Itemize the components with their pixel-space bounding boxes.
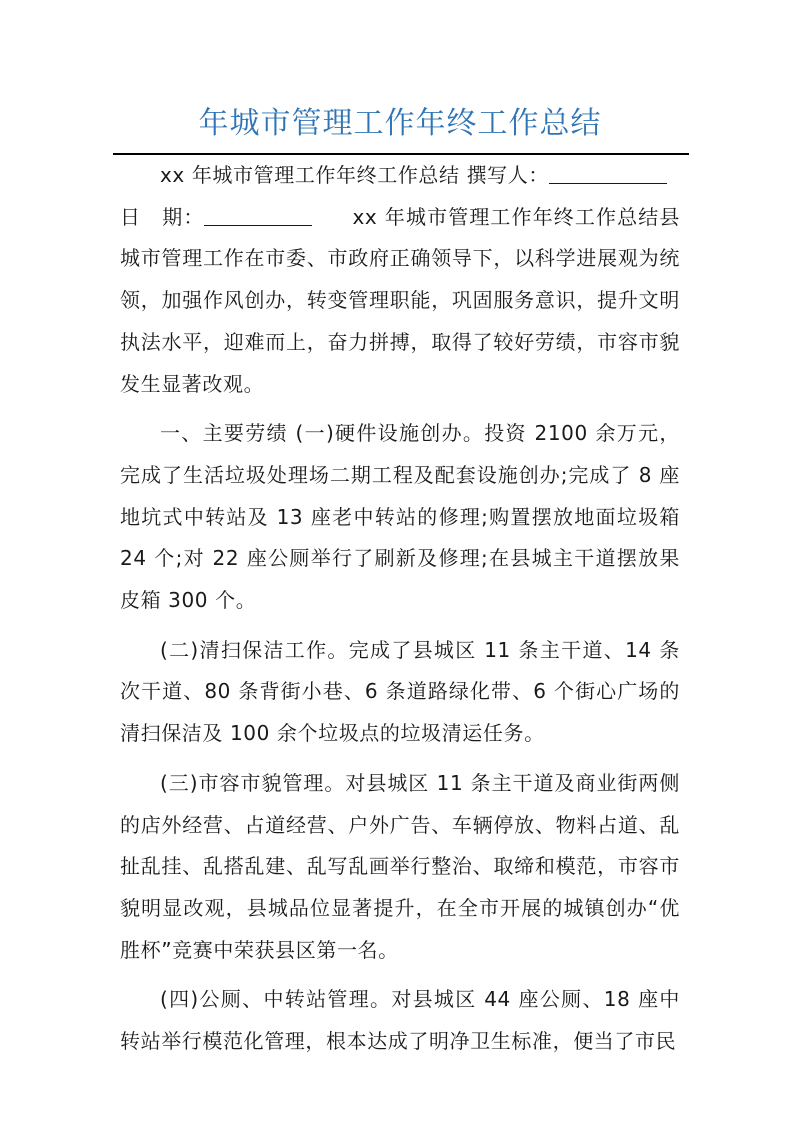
date-blank [204,205,312,226]
document-title: 年城市管理工作年终工作总结 [198,106,602,141]
paragraph-gap [120,971,680,979]
header-line: xx 年城市管理工作年终工作总结 撰写人： [160,163,549,187]
paragraph-cleaning: (二)清扫保洁工作。完成了县城区 11 条主干道、14 条次干道、80 条背街小巷、6 条道路绿化带、6 个街心广场的清扫保洁及 100 余个垃圾点的垃圾清运任务。 [120,637,680,746]
intro-text: xx 年城市管理工作年终工作总结县城市管理工作在市委、市政府正确领导下，以科学进展观为统领，加强作风创办，转变管理职能，巩固服务意识，提升文明执法水平，迎难而上，奋力拼搏，取得了较好劳绩，市容市貌发生显著改观。 [120,204,680,396]
author-blank [549,163,667,184]
paragraph-achievements-hardware: 一、主要劳绩 (一)硬件设施创办。投资 2100 余万元，完成了生活垃圾处理场二期工程及配套设施创办;完成了 8 座地坑式中转站及 13 座老中转站的修理;购置摆放地面垃圾箱 24 个;对 22 座公厕举行了刷新及修理;在县城主干道摆放果皮箱 300 个。 [120,421,680,613]
header-paragraph [120,155,680,197]
paragraph-gap [120,622,680,630]
document-body [120,155,680,1063]
paragraph-gap [120,405,680,413]
paragraph-city-appearance: (三)市容市貌管理。对县城区 11 条主干道及商业街两侧的店外经营、占道经营、户外广告、车辆停放、物料占道、乱扯乱挂、乱搭乱建、乱写乱画举行整治、取缔和模范，市容市貌明显改观，县城品位显著提升，在全市开展的城镇创办“优胜杯”竞赛中荣获县区第一名。 [120,770,680,962]
paragraph-gap [120,755,680,763]
paragraph-toilets-stations: (四)公厕、中转站管理。对县城区 44 座公厕、18 座中转站举行模范化管理，根本达成了明净卫生标准，便当了市民 [120,987,680,1054]
date-label: 日 期： [120,204,205,229]
intro-paragraph [120,197,680,406]
